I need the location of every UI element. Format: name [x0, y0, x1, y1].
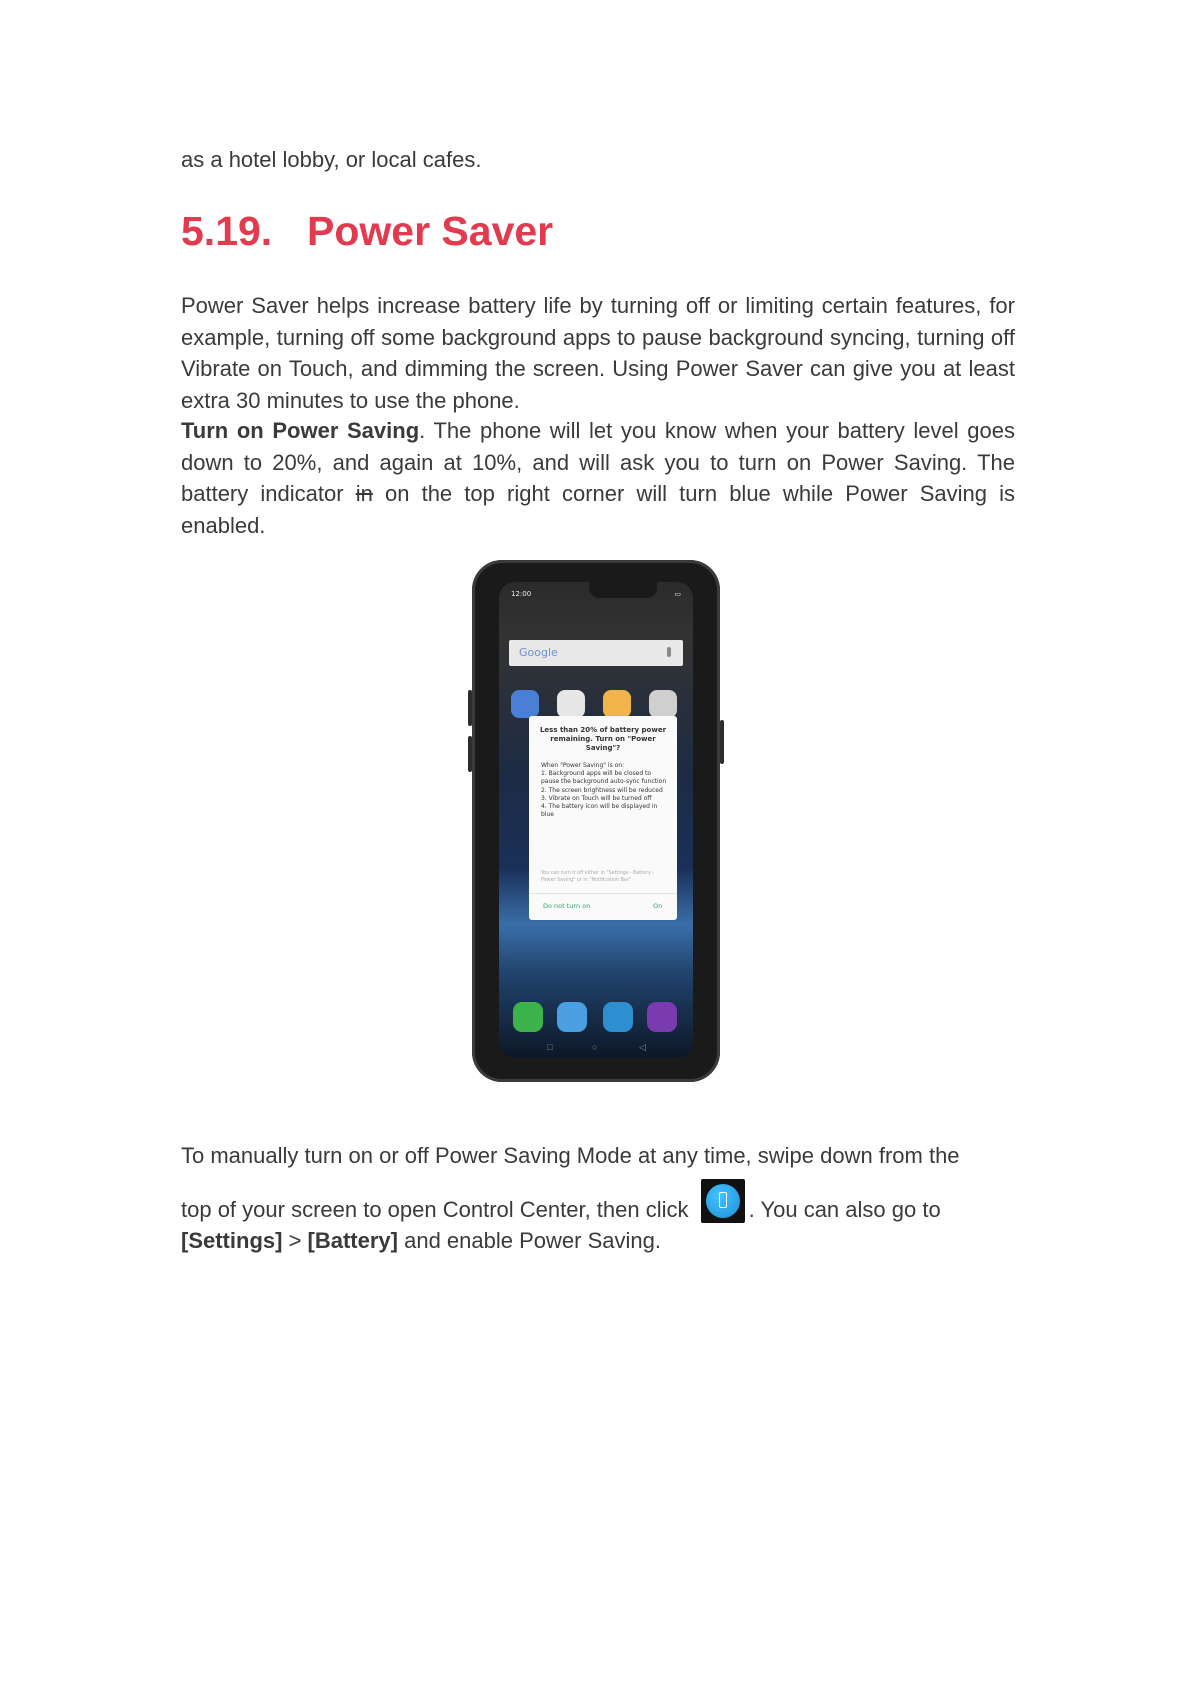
dialog-item: 2. The screen brightness will be reduced: [541, 786, 663, 794]
dialog-buttons: [529, 893, 677, 920]
paragraph-power-saver: Power Saver helps increase battery life by turning off or limiting certain features, for example, turning off some background apps to pause background syncing, turning off Vibrate on Touch, and dimming the screen. Using Power Saver can give you at least extra 30 minutes to use the phone.: [181, 293, 1015, 413]
camera-app-icon: [649, 690, 677, 718]
notch: [589, 582, 657, 598]
dialog-item: 1. Background apps will be closed to pause the background auto-sync function: [541, 770, 667, 786]
section-title: Power Saver: [307, 208, 554, 254]
phone-screen: [499, 582, 693, 1058]
weather-app-icon: [603, 690, 631, 718]
calendar-app-icon: [511, 690, 539, 718]
section-heading: [181, 206, 553, 256]
turn-on-label: Turn on Power Saving: [181, 418, 420, 443]
dialog-intro: When "Power Saving" is on:: [541, 762, 625, 769]
power-saving-dialog: [529, 716, 677, 920]
dialog-item: 3. Vibrate on Touch will be turned off: [541, 794, 652, 802]
messages-app-icon: [557, 1002, 587, 1032]
search-brand: Google: [519, 646, 558, 659]
dialog-body: [541, 762, 669, 819]
manual-end: and enable Power Saving.: [398, 1228, 661, 1253]
home-icon: ○: [592, 1042, 598, 1052]
manual-line2-a: top of your screen to open Control Center, then click: [181, 1196, 695, 1222]
dialog-title: Less than 20% of battery power remaining. Turn on "Power Saving"?: [539, 726, 667, 752]
battery-status-icon: ▭: [674, 590, 681, 598]
search-bar: [509, 640, 683, 666]
status-time: 12:00: [511, 590, 532, 598]
settings-label: [Settings]: [181, 1228, 283, 1253]
struck-word: in: [355, 481, 373, 506]
section-number: 5.19.: [181, 208, 273, 254]
on-button[interactable]: On: [653, 902, 663, 910]
dialog-item: 4. The battery icon will be displayed in blue: [541, 803, 658, 819]
gallery-app-icon: [647, 1002, 677, 1032]
manual-line2-b: . You can also go to: [748, 1196, 941, 1222]
phone-image: [472, 560, 720, 1082]
clock-app-icon: [557, 690, 585, 718]
browser-app-icon: [603, 1002, 633, 1032]
manual-line2: [181, 1194, 1015, 1226]
paragraph-turn-on: [181, 415, 1015, 541]
path-separator: >: [282, 1228, 308, 1253]
mic-icon: [667, 647, 671, 657]
phone-app-icon: [513, 1002, 543, 1032]
battery-label: [Battery]: [307, 1228, 398, 1253]
recents-icon: □: [547, 1042, 553, 1052]
paragraph-manual: [181, 1140, 1015, 1257]
back-icon: ◁: [639, 1042, 646, 1052]
manual-line1: To manually turn on or off Power Saving Mode at any time, swipe down from the: [181, 1143, 960, 1168]
paragraph-turn-on-text1: . The phone will let you know when your battery level goes down to 20%, and again at 10%, and will ask you to turn on Power Saving. The battery indicator: [181, 418, 1015, 506]
intro-text: as a hotel lobby, or local cafes.: [181, 147, 482, 172]
dialog-note: You can turn it off either in "Settings - Battery - Power Saving" or in "Notification Bar": [541, 871, 655, 883]
paragraph-turn-on-text2: on the top right corner will turn blue while Power Saving is enabled.: [181, 481, 1016, 538]
do-not-turn-on-button[interactable]: Do not turn on: [543, 902, 591, 910]
power-saving-icon: [701, 1179, 745, 1223]
